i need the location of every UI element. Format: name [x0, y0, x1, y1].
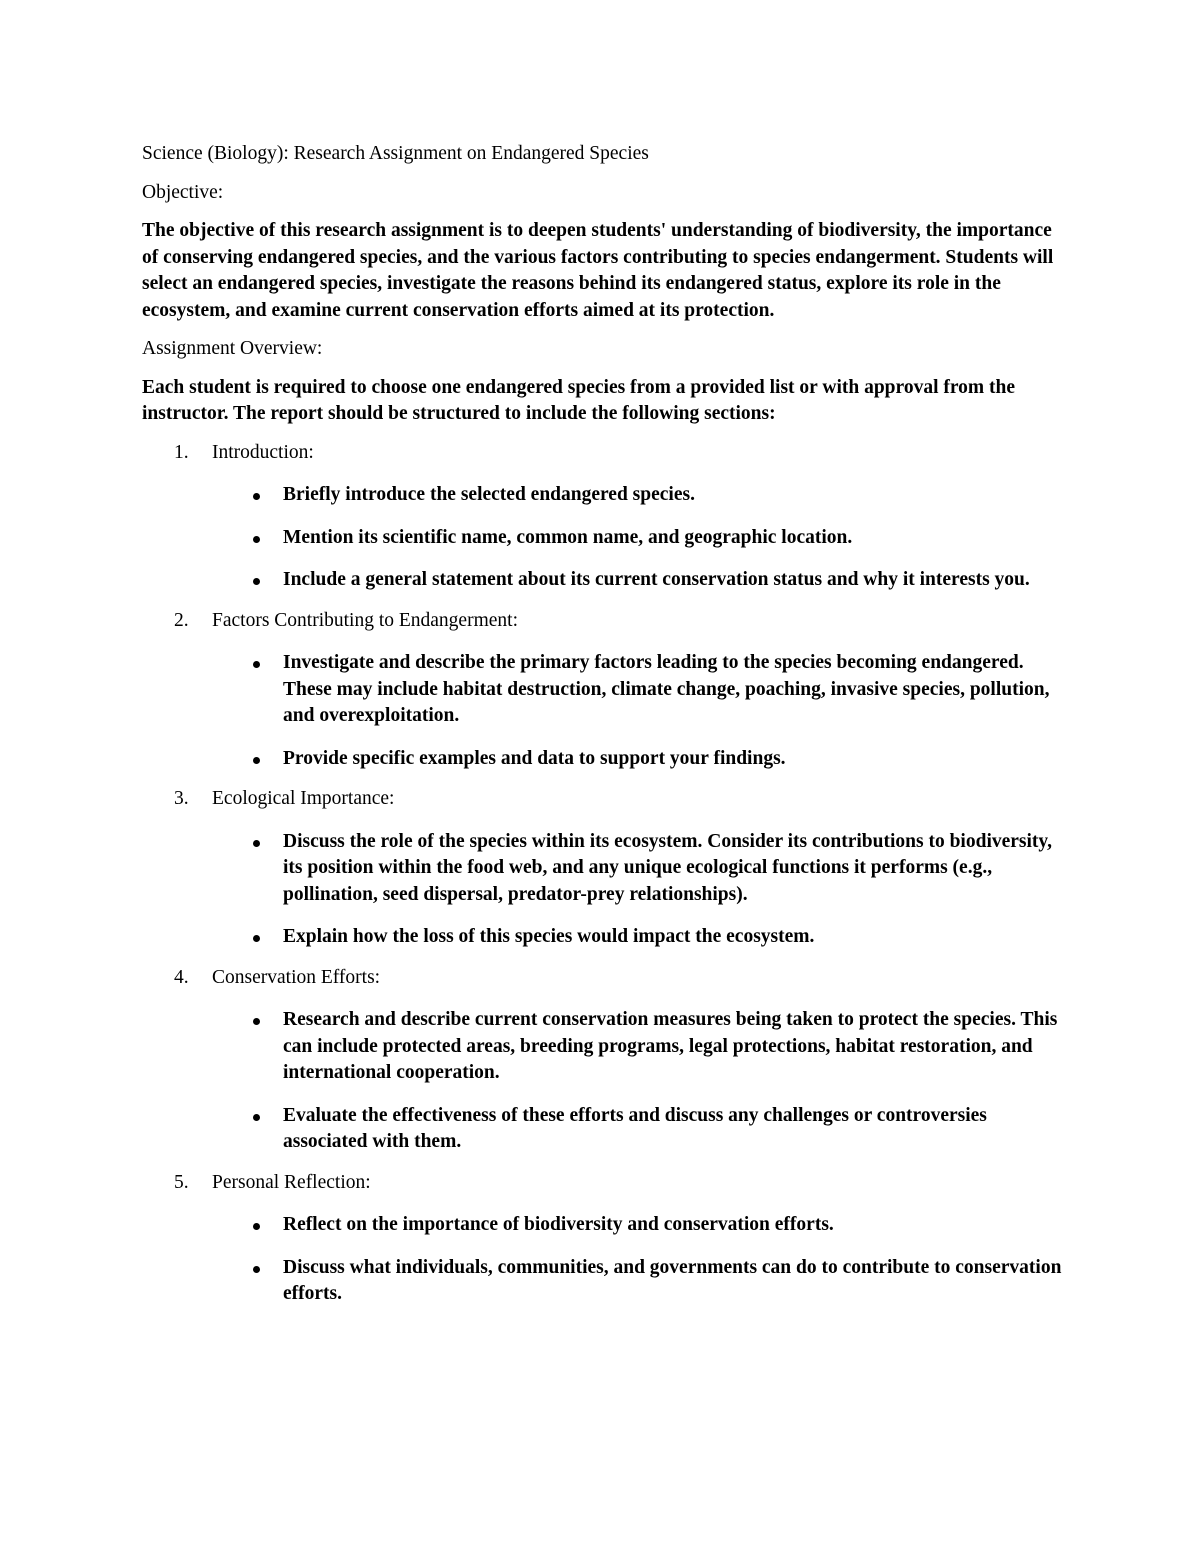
bullet-list: [212, 1212, 1062, 1308]
section-number: 5.: [174, 1171, 189, 1193]
document-title: Science (Biology): Research Assignment on Endangered Species: [142, 143, 649, 164]
section-introduction: [142, 440, 1062, 594]
objective-text: The objective of this research assignment is to deepen students' understanding of biodiversity, the importance of conserving endangered species, and the various factors contributing to species endangerment. Students will select an endangered species, investigate the reasons behind its endangered status, explore its role in the ecosystem, and examine current conservation efforts aimed at its protection.: [142, 220, 1054, 321]
bullet-text: Discuss what individuals, communities, and governments can do to contribute to conservation efforts.: [283, 1256, 1062, 1304]
section-title: Introduction:: [212, 441, 314, 463]
bullet-icon: [253, 1223, 260, 1230]
bullet-item: [212, 1255, 1062, 1308]
bullet-text: Investigate and describe the primary factors leading to the species becoming endangered. These may include habitat destruction, climate change, poaching, invasive species, pollution, and overexploitation.: [283, 652, 1050, 726]
bullet-text: Discuss the role of the species within its ecosystem. Consider its contributions to biodiversity, its position within the food web, and any unique ecological functions it performs (e.g., pollination, seed dispersal, predator-prey relationships).: [283, 830, 1052, 905]
bullet-item: [212, 1212, 1062, 1239]
bullet-item: [212, 650, 1062, 730]
bullet-item: [212, 924, 1062, 951]
objective-heading: Objective:: [142, 181, 224, 203]
bullet-item: [212, 482, 1062, 509]
bullet-text: Reflect on the importance of biodiversity and conservation efforts.: [283, 1214, 834, 1235]
bullet-item: [212, 829, 1062, 909]
section-title: Factors Contributing to Endangerment:: [212, 609, 518, 631]
section-conservation-efforts: [142, 965, 1062, 1156]
bullet-text: Include a general statement about its current conservation status and why it interests you.: [283, 569, 1030, 590]
section-ecological-importance: [142, 786, 1062, 951]
bullet-icon: [253, 661, 260, 668]
bullet-text: Research and describe current conservation measures being taken to protect the species. This can include protected areas, breeding programs, legal protections, habitat restoration, and international cooperation.: [283, 1009, 1058, 1083]
bullet-text: Mention its scientific name, common name, and geographic location.: [283, 526, 853, 548]
bullet-item: [212, 1007, 1062, 1087]
bullet-icon: [253, 1266, 260, 1273]
bullet-text: Provide specific examples and data to support your findings.: [283, 747, 786, 769]
bullet-icon: [253, 840, 260, 847]
bullet-icon: [253, 493, 260, 500]
bullet-list: [212, 829, 1062, 951]
bullet-icon: [253, 578, 260, 585]
section-title: Ecological Importance:: [212, 788, 395, 809]
section-number: 3.: [174, 788, 189, 809]
bullet-text: Briefly introduce the selected endangered species.: [283, 484, 695, 505]
section-title: Personal Reflection:: [212, 1171, 371, 1193]
section-list: [142, 440, 1062, 1308]
section-personal-reflection: [142, 1170, 1062, 1308]
bullet-item: [212, 525, 1062, 552]
section-title: Conservation Efforts:: [212, 966, 381, 988]
bullet-icon: [253, 536, 260, 543]
bullet-text: Evaluate the effectiveness of these efforts and discuss any challenges or controversies associated with them.: [283, 1104, 987, 1152]
section-number: 2.: [174, 609, 189, 631]
overview-text: Each student is required to choose one endangered species from a provided list or with approval from the instructor. The report should be structured to include the following sections:: [142, 376, 1016, 424]
bullet-icon: [253, 757, 260, 764]
overview-heading: Assignment Overview:: [142, 338, 323, 359]
section-factors: [142, 608, 1062, 773]
bullet-icon: [253, 935, 260, 942]
bullet-item: [212, 567, 1062, 594]
bullet-icon: [253, 1114, 260, 1121]
bullet-item: [212, 1103, 1062, 1156]
bullet-icon: [253, 1018, 260, 1025]
section-number: 4.: [174, 966, 189, 988]
bullet-list: [212, 650, 1062, 772]
document-body: [142, 141, 1062, 1322]
bullet-list: [212, 1007, 1062, 1156]
section-number: 1.: [174, 441, 189, 463]
bullet-text: Explain how the loss of this species would impact the ecosystem.: [283, 926, 815, 947]
bullet-item: [212, 746, 1062, 773]
bullet-list: [212, 482, 1062, 594]
